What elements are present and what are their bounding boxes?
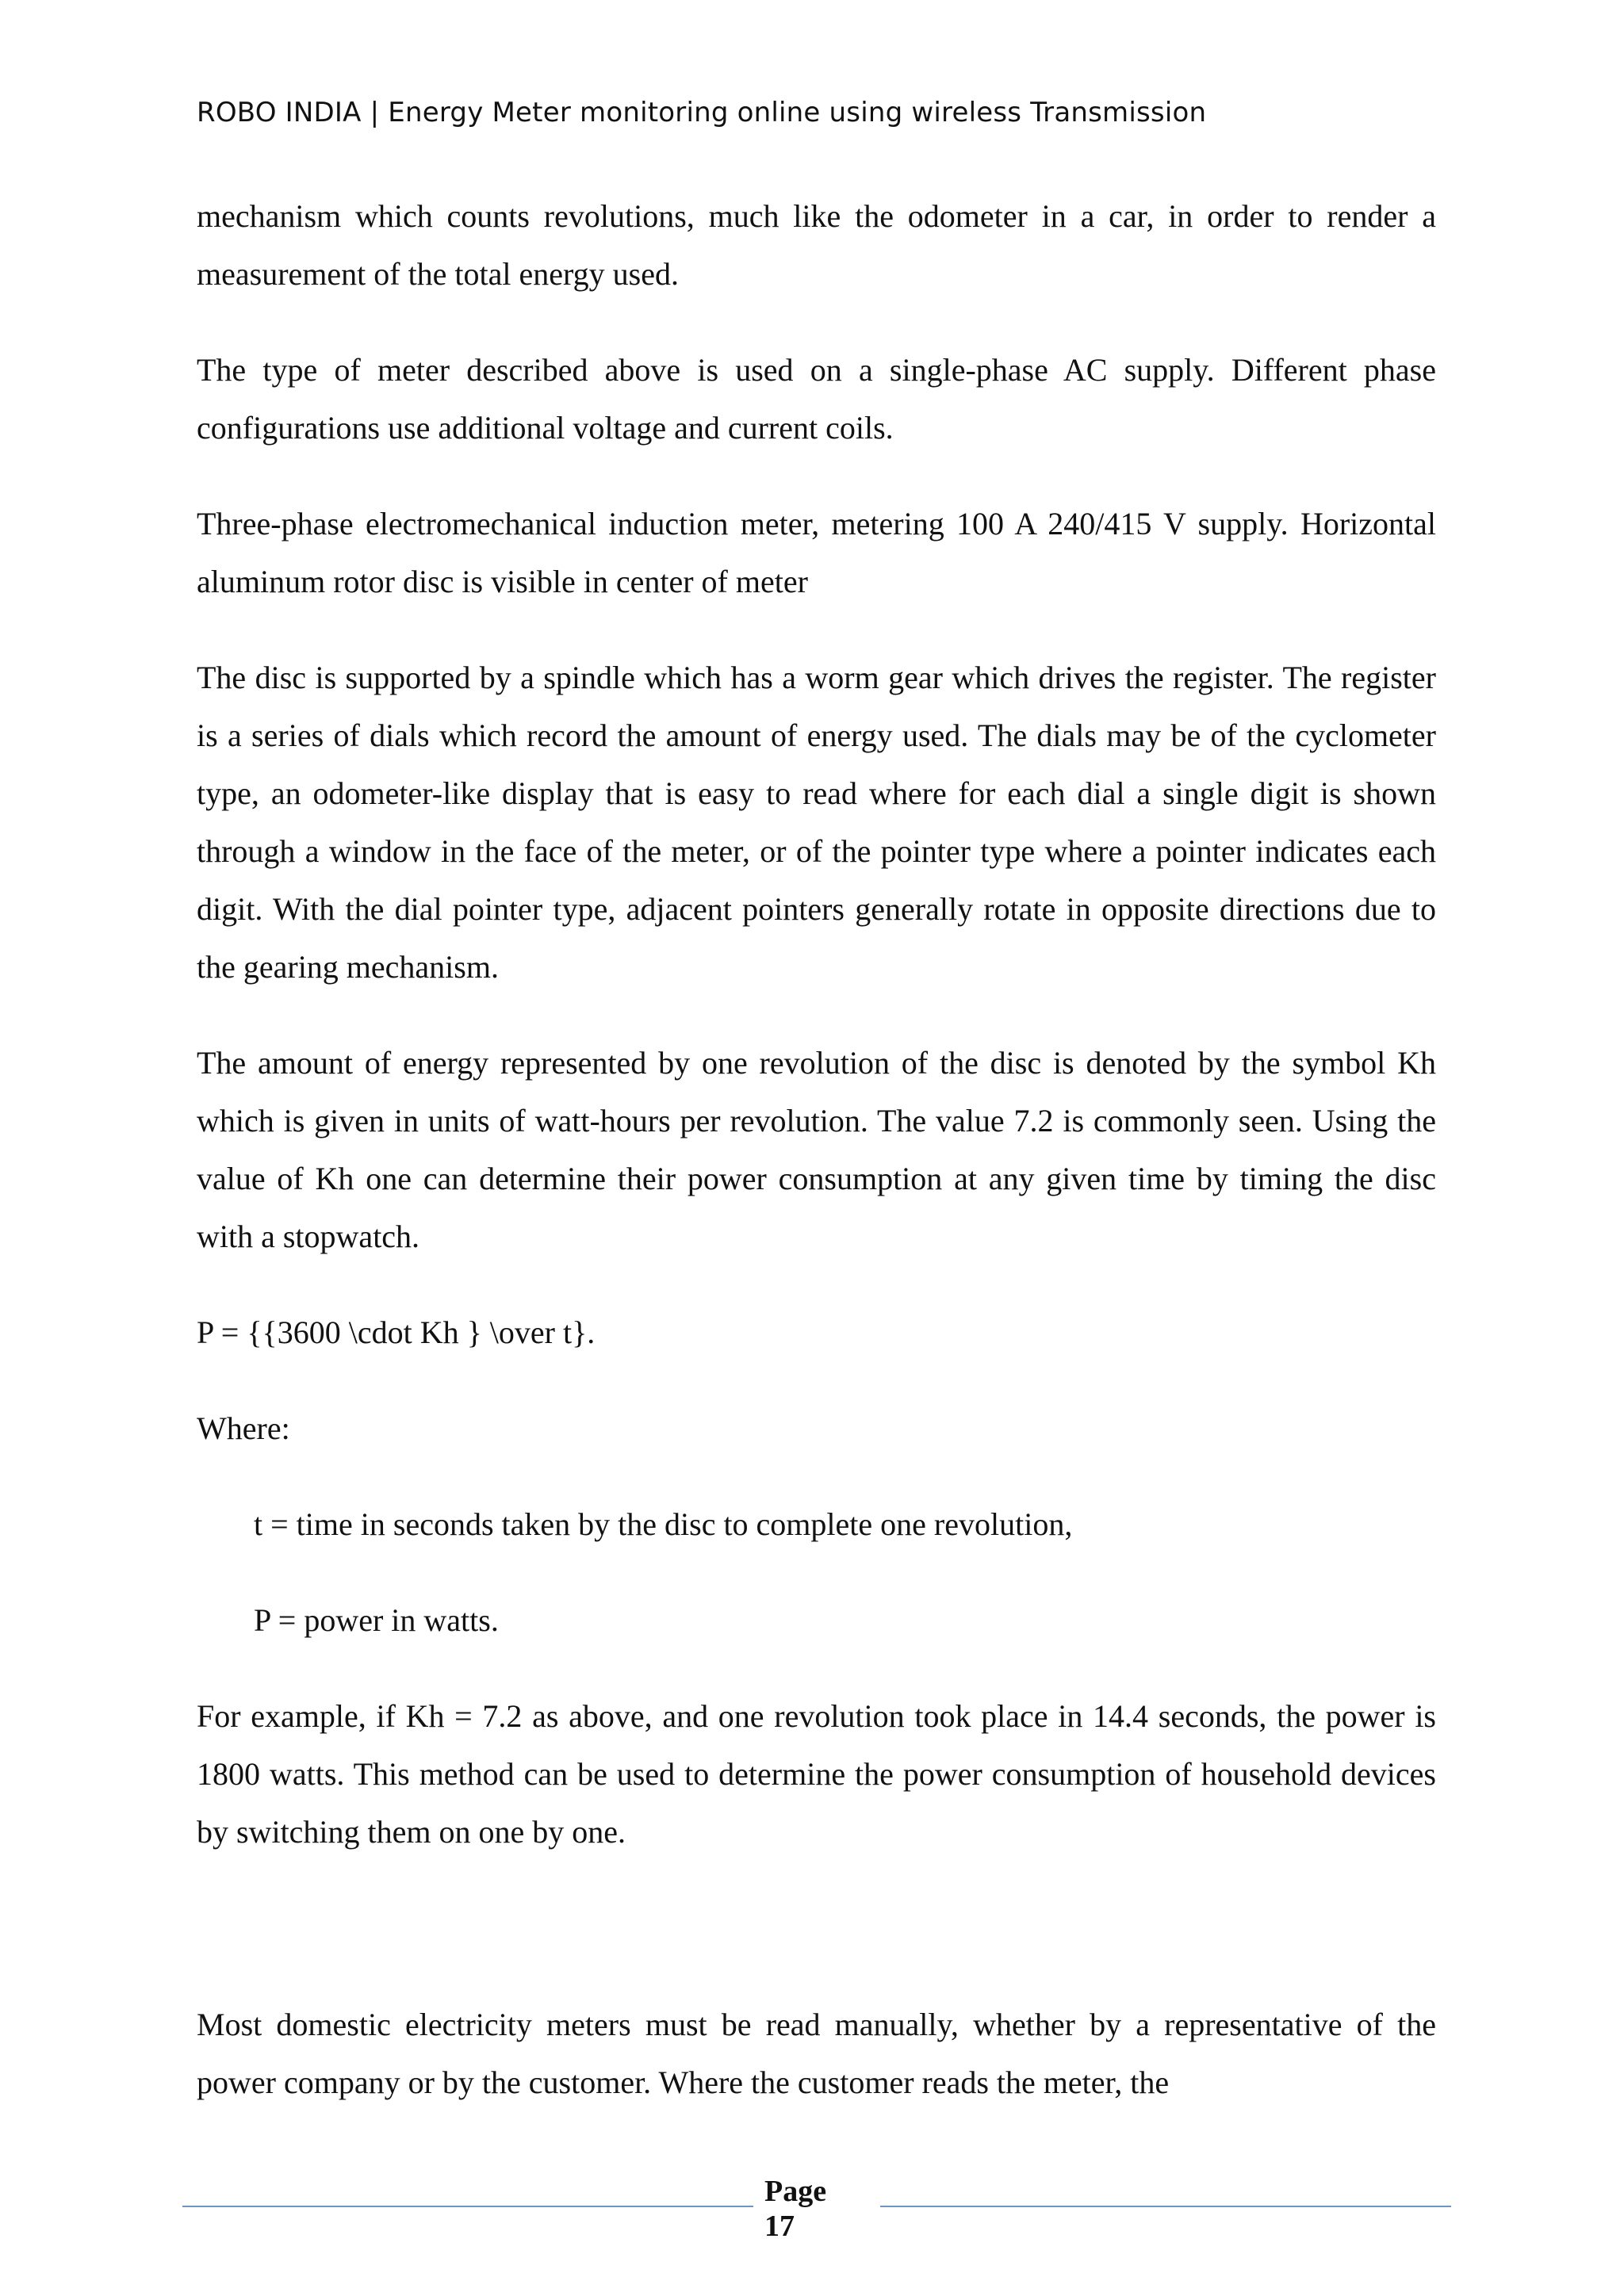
paragraph-domestic-meters: Most domestic electricity meters must be read manually, whether by a representative of the power company or by the customer. Where the customer reads the meter, the [197, 2007, 1436, 2100]
footer-rule-right [880, 2206, 1451, 2207]
running-header: ROBO INDIA | Energy Meter monitoring online using wireless Transmission [197, 97, 1207, 128]
body-text [197, 187, 1436, 2149]
formula-line: P = {{3600 \cdot Kh } \over t}. [197, 1314, 596, 1350]
page-number: 17 [764, 2210, 795, 2243]
definition-t: t = time in seconds taken by the disc to complete one revolution, [254, 1506, 1073, 1542]
paragraph-single-phase: The type of meter described above is used on a single-phase AC supply. Different phase configurations use additional voltage and current coils. [197, 352, 1436, 446]
footer-rule-left [182, 2206, 753, 2207]
paragraph-three-phase: Three-phase electromechanical induction meter, metering 100 A 240/415 V supply. Horizontal aluminum rotor disc is visible in center of meter [197, 506, 1436, 599]
page-word: Page [764, 2175, 827, 2208]
definition-p: P = power in watts. [254, 1602, 499, 1638]
page-number-label [764, 2174, 860, 2244]
where-label: Where: [197, 1410, 290, 1446]
page-footer [0, 2164, 1624, 2252]
paragraph-disc-register: The disc is supported by a spindle which has a worm gear which drives the register. The register is a series of dials which record the amount of energy used. The dials may be of the cyclometer type, an odometer-like display that is easy to read where for each dial a single digit is shown through a window in the face of the meter, or of the pointer type where a pointer indicates each digit. With the dial pointer type, adjacent pointers generally rotate in opposite directions due to the gearing mechanism. [197, 660, 1436, 985]
paragraph-mechanism: mechanism which counts revolutions, much like the odometer in a car, in order to render a measurement of the total energy used. [197, 198, 1436, 292]
paragraph-kh: The amount of energy represented by one revolution of the disc is denoted by the symbol Kh which is given in units of watt-hours per revolution. The value 7.2 is commonly seen. Using the value of Kh one can determine their power consumption at any given time by timing the disc with a stopwatch. [197, 1045, 1436, 1254]
paragraph-example: For example, if Kh = 7.2 as above, and one revolution took place in 14.4 seconds, the power is 1800 watts. This method can be used to determine the power consumption of household devices by switching them on one by one. [197, 1698, 1436, 1850]
